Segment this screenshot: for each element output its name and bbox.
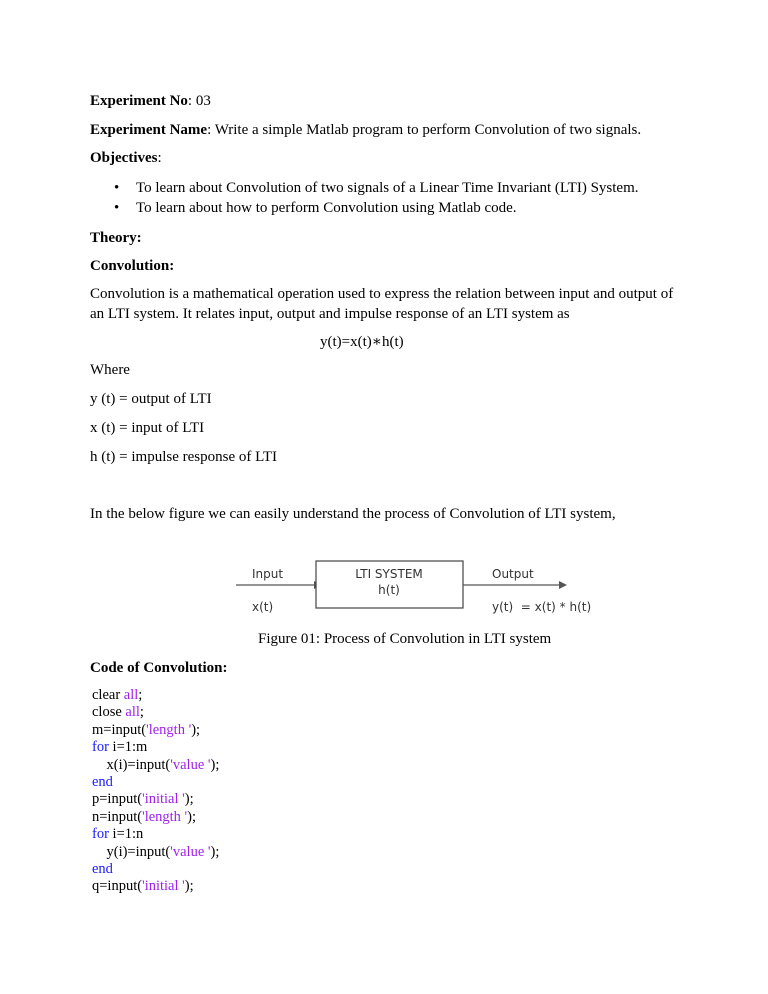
experiment-no-value: : 03 <box>187 93 211 109</box>
definition-impulse: h (t) = impulse response of LTI <box>90 449 278 465</box>
code-line <box>92 826 219 843</box>
code-keyword: for <box>92 826 113 843</box>
convolution-heading: Convolution: <box>90 258 175 274</box>
code-line <box>92 774 219 791</box>
bullet-icon: • <box>114 180 120 196</box>
objective-item: To learn about Convolution of two signals of a Linear Time Invariant (LTI) System. <box>136 180 639 196</box>
code-string: 'length ' <box>142 808 188 825</box>
objectives-colon: : <box>157 150 162 166</box>
objectives-label: Objectives <box>90 150 158 166</box>
code-text: ); <box>210 843 220 860</box>
code-text: p=input( <box>92 791 143 808</box>
figure-caption: Figure 01: Process of Convolution in LTI system <box>258 631 552 647</box>
definition-input: x (t) = input of LTI <box>90 420 205 436</box>
code-text: clear <box>92 687 124 703</box>
theory-heading: Theory: <box>90 230 142 246</box>
objectives-heading <box>90 149 162 167</box>
lti-system-impulse: h(t) <box>378 583 400 597</box>
code-text: ); <box>184 878 194 895</box>
where-label: Where <box>90 362 130 378</box>
code-line <box>92 704 219 721</box>
code-text: x(i)=input( <box>92 756 171 773</box>
input-signal: x(t) <box>252 600 274 614</box>
code-line <box>92 809 219 826</box>
code-text: close <box>92 704 126 721</box>
code-text: ); <box>191 721 201 738</box>
input-label: Input <box>252 567 284 581</box>
code-text: n=input( <box>92 808 143 825</box>
code-string: 'initial ' <box>142 878 185 895</box>
code-line <box>92 861 219 878</box>
objective-item: To learn about how to perform Convolution using Matlab code. <box>136 200 517 216</box>
experiment-no <box>90 92 211 110</box>
code-text: ); <box>187 808 197 825</box>
code-text: ; <box>138 687 143 703</box>
output-signal: y(t) = x(t) * h(t) <box>492 600 592 614</box>
code-line <box>92 757 219 774</box>
code-string: all <box>123 687 139 703</box>
bullet-icon: • <box>114 200 120 216</box>
experiment-name <box>90 121 641 139</box>
code-line <box>92 739 219 756</box>
code-text: ); <box>210 756 220 773</box>
definition-output: y (t) = output of LTI <box>90 391 212 407</box>
code-string: 'initial ' <box>142 791 185 808</box>
code-text: ); <box>184 791 194 808</box>
code-keyword: for <box>92 739 113 756</box>
code-heading: Code of Convolution: <box>90 660 228 676</box>
figure-intro: In the below figure we can easily understand the process of Convolution of LTI system, <box>90 506 616 522</box>
output-label: Output <box>492 567 534 581</box>
code-text: y(i)=input( <box>92 843 171 860</box>
code-line <box>92 878 219 895</box>
code-text: ; <box>139 704 144 721</box>
code-block <box>92 687 219 896</box>
code-text: q=input( <box>92 878 143 895</box>
code-string: 'value ' <box>170 843 211 860</box>
code-string: 'value ' <box>170 756 211 773</box>
code-line <box>92 844 219 861</box>
experiment-name-value: : Write a simple Matlab program to perform Convolution of two signals. <box>207 122 642 138</box>
lti-system-title: LTI SYSTEM <box>355 567 423 581</box>
lti-system-diagram <box>234 556 594 616</box>
theory-paragraph: Convolution is a mathematical operation used to express the relation between input and output of an LTI system. It relates input, output and impulse response of an LTI system as <box>90 286 674 322</box>
output-arrow-head <box>559 581 567 589</box>
convolution-equation: y(t)=x(t)∗h(t) <box>320 334 404 350</box>
code-line <box>92 791 219 808</box>
code-keyword: end <box>92 774 113 791</box>
code-text: i=1:m <box>112 739 148 756</box>
code-string: all <box>125 704 140 721</box>
code-keyword: end <box>92 861 113 878</box>
experiment-no-label: Experiment No <box>90 93 188 109</box>
code-line <box>92 722 219 739</box>
code-text: m=input( <box>92 721 147 738</box>
experiment-name-label: Experiment Name <box>90 122 208 138</box>
code-line <box>92 687 219 704</box>
code-text: i=1:n <box>112 826 144 843</box>
code-string: 'length ' <box>146 721 192 738</box>
